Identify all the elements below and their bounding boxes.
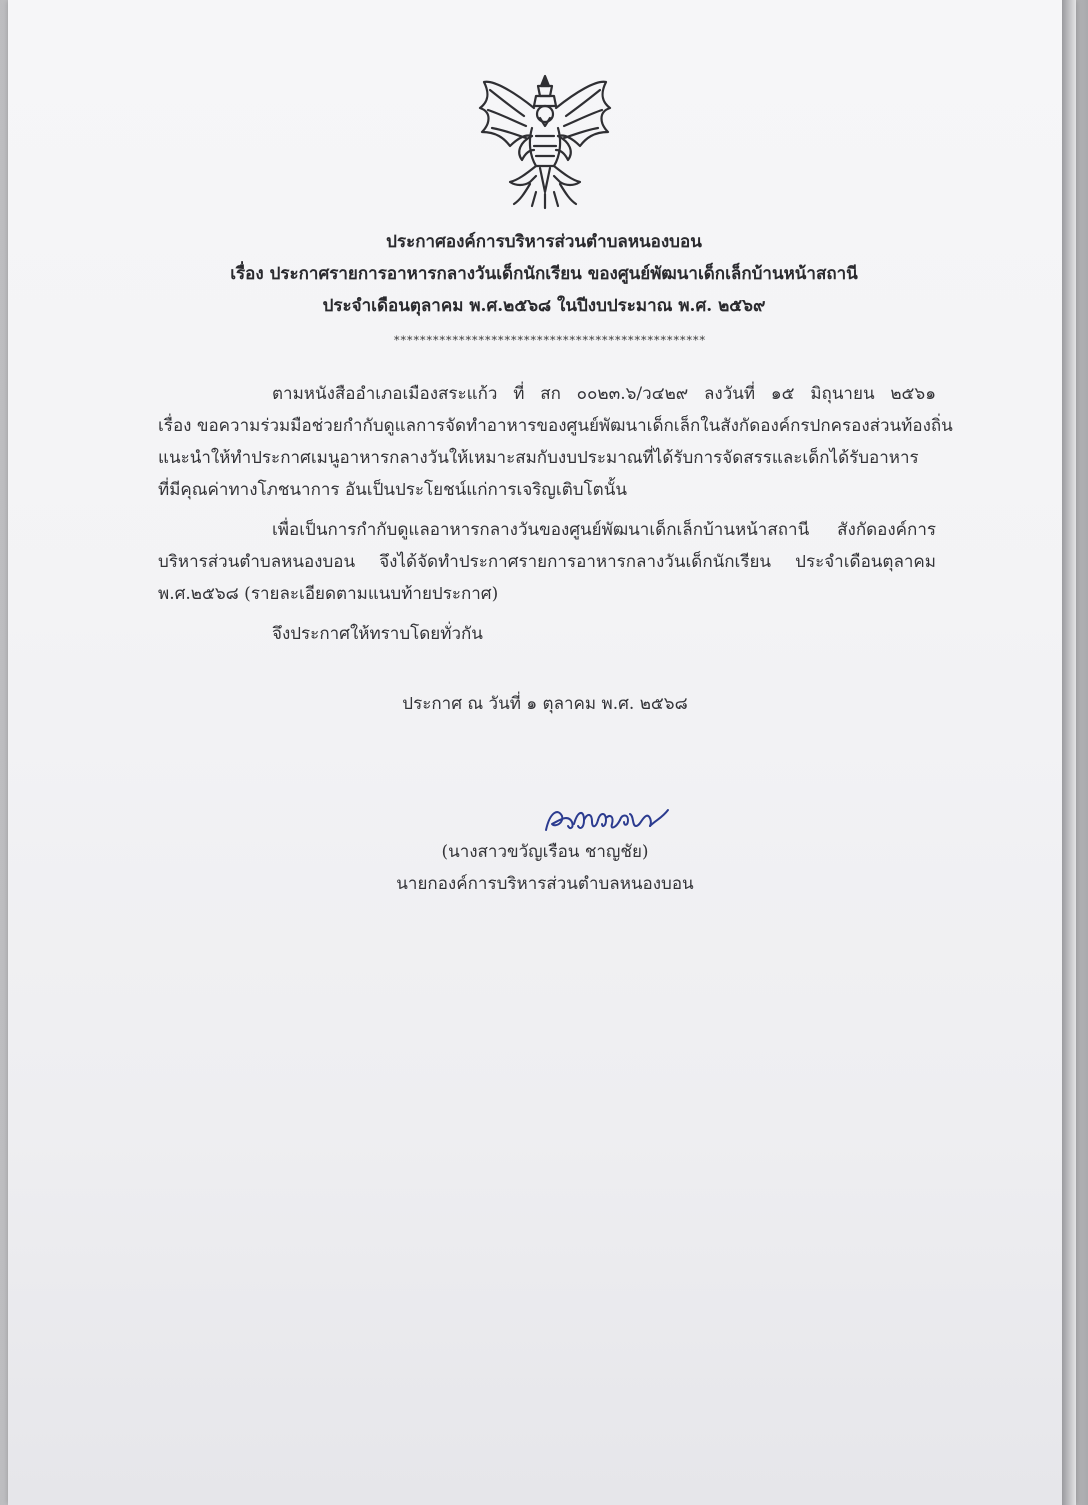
garuda-emblem-icon	[470, 72, 620, 212]
body-paragraph-1-line-3: แนะนำให้ทำประกาศเมนูอาหารกลางวันให้เหมาะสมกับงบประมาณที่ได้รับการจัดสรรและเด็กได้รับอาหาร	[158, 448, 919, 468]
separator-stars: ************************************************	[394, 334, 706, 347]
announcement-date: ประกาศ ณ วันที่ ๑ ตุลาคม พ.ศ. ๒๕๖๘	[402, 694, 688, 714]
signer-title: นายกองค์การบริหารส่วนตำบลหนองบอน	[396, 874, 694, 894]
body-paragraph-1-line-4: ที่มีคุณค่าทางโภชนาการ อันเป็นประโยชน์แก่การเจริญเติบโตนั้น	[158, 480, 627, 500]
body-paragraph-2-line-2: บริหารส่วนตำบลหนองบอน จึงได้จัดทำประกาศรายการอาหารกลางวันเด็กนักเรียน ประจำเดือนตุลาคม	[158, 552, 936, 572]
body-paragraph-1-line-1: ตามหนังสืออำเภอเมืองสระแก้ว ที่ สก ๐๐๒๓.๖/ว๔๒๙ ลงวันที่ ๑๕ มิถุนายน ๒๕๖๑	[272, 384, 936, 404]
body-paragraph-2-line-1: เพื่อเป็นการกำกับดูแลอาหารกลางวันของศูนย์พัฒนาเด็กเล็กบ้านหน้าสถานี สังกัดองค์การ	[272, 520, 936, 540]
page-edge-shadow	[1062, 0, 1076, 1505]
closing-statement: จึงประกาศให้ทราบโดยทั่วกัน	[272, 624, 483, 644]
announcement-period: ประจำเดือนตุลาคม พ.ศ.๒๕๖๘ ในปีงบประมาณ พ.ศ. ๒๕๖๙	[322, 296, 766, 316]
signature-icon	[540, 800, 680, 840]
announcement-title: ประกาศองค์การบริหารส่วนตำบลหนองบอน	[386, 232, 702, 252]
body-paragraph-1-line-2: เรื่อง ขอความร่วมมือช่วยกำกับดูแลการจัดทำอาหารของศูนย์พัฒนาเด็กเล็กในสังกัดองค์กรปกครองส่วนท้องถิ่น	[158, 416, 953, 436]
announcement-subject: เรื่อง ประกาศรายการอาหารกลางวันเด็กนักเรียน ของศูนย์พัฒนาเด็กเล็กบ้านหน้าสถานี	[230, 264, 858, 284]
body-paragraph-2-line-3: พ.ศ.๒๕๖๘ (รายละเอียดตามแนบท้ายประกาศ)	[158, 584, 499, 604]
document-page	[8, 0, 1076, 1505]
signer-name: (นางสาวขวัญเรือน ชาญชัย)	[441, 842, 649, 862]
